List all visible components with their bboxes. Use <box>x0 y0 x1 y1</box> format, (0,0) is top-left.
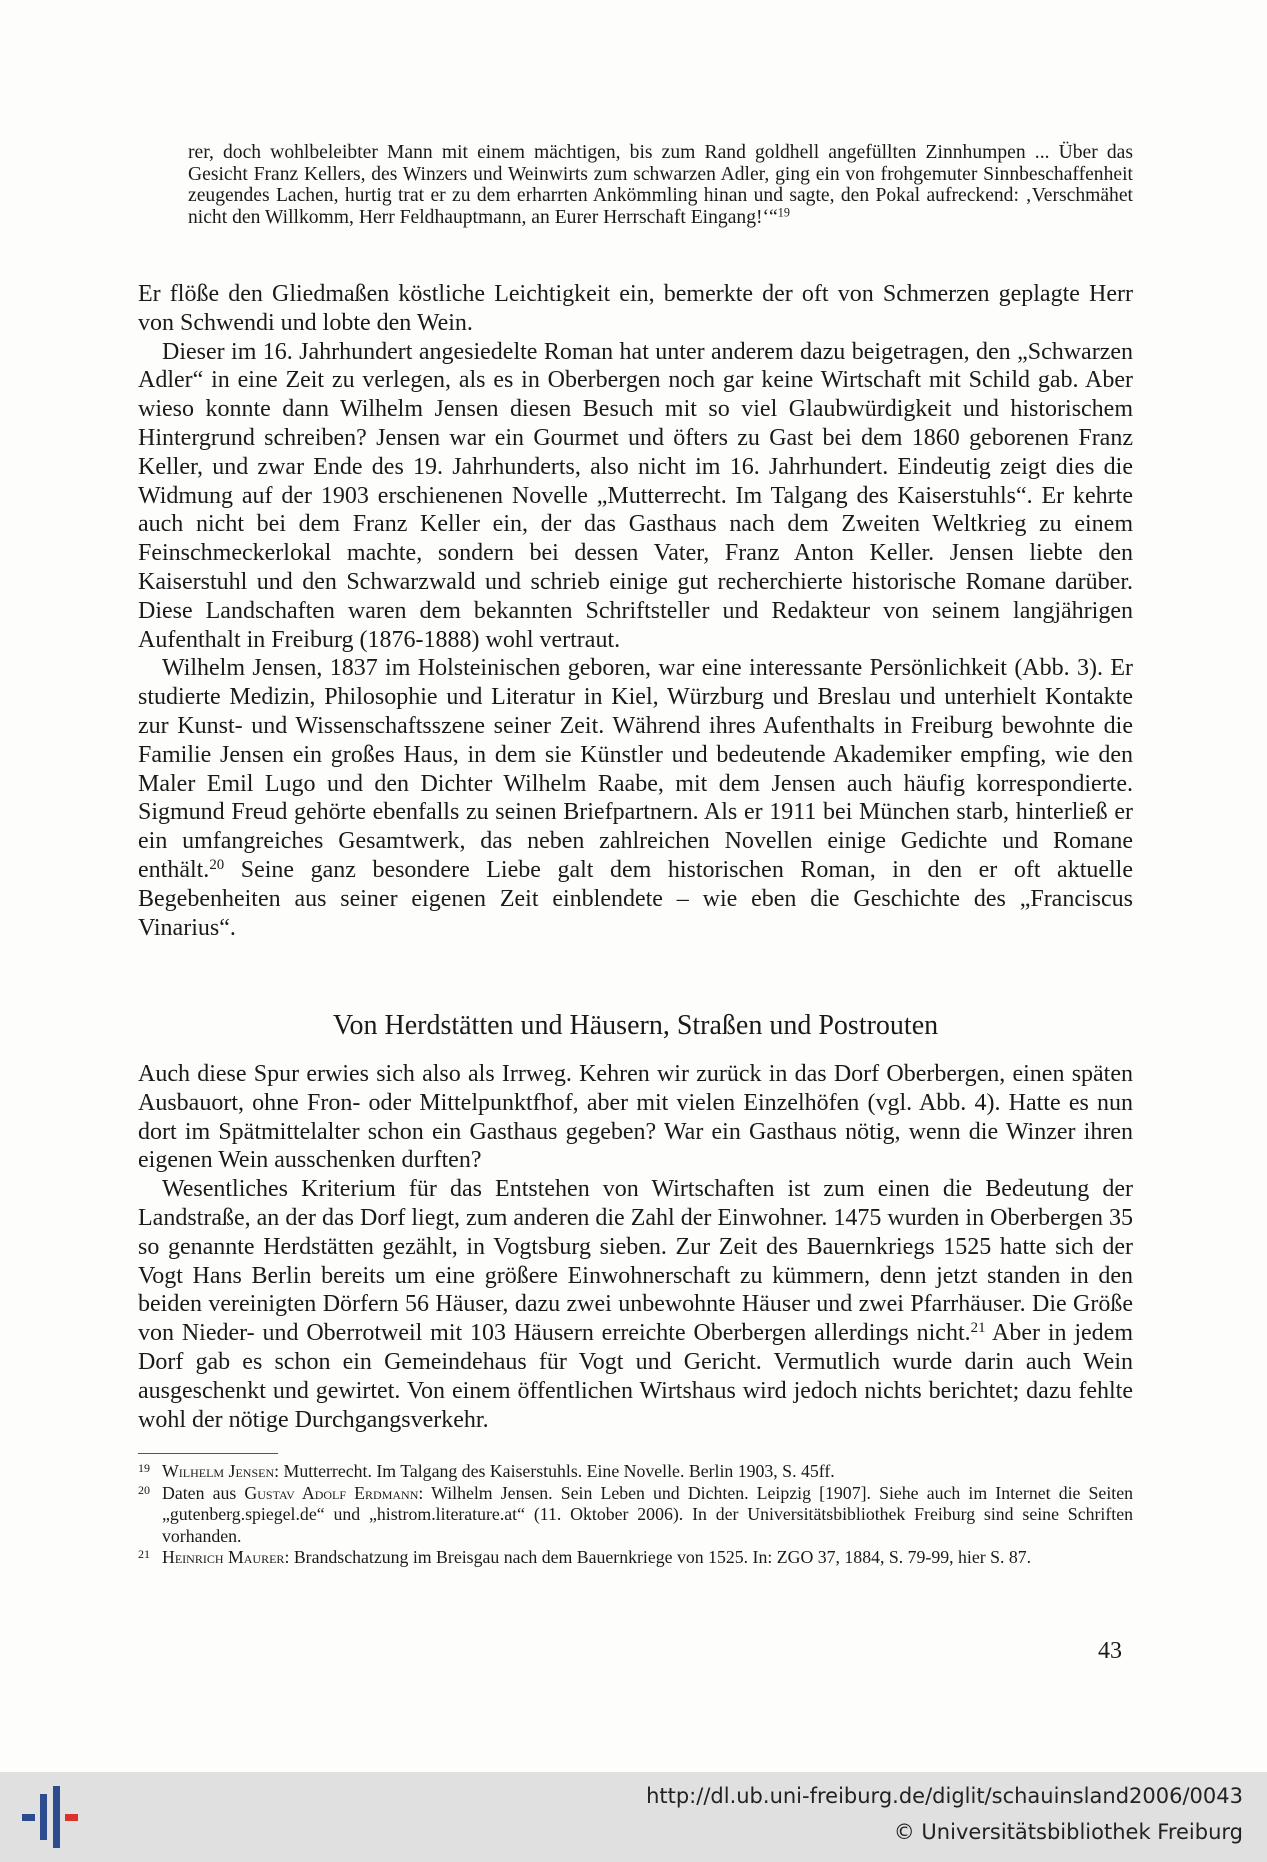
body-section-2 <box>138 1060 1133 1434</box>
footnote-ref-19[interactable]: 19 <box>777 205 790 220</box>
footnote-prefix: Daten aus <box>162 1482 245 1503</box>
paragraph-text: Wilhelm Jensen, 1837 im Holsteinischen geboren, war eine interessante Persönlichkeit (Abb. 3). Er studierte Medizin, Philosophie und Literatur in Kiel, Würzburg und Breslau und unterhielt Kontakte zur Kunst- und Wissenschaftsszene seiner Zeit. Während ihres Aufenthalts in Freiburg bewohnte die Familie Jensen ein großes Haus, in dem sie Künstler und bedeutende Akademiker empfing, wie den Maler Emil Lugo und den Dichter Wilhelm Raabe, mit dem Jensen auch häufig korrespondierte. Sigmund Freud gehörte ebenfalls zu seinen Briefpartnern. Als er 1911 bei München starb, hinterließ er ein umfangreiches Gesamtwerk, das neben zahlreichen Novellen einige Gedichte und Romane enthält. <box>138 655 1133 883</box>
block-quote <box>188 142 1133 228</box>
footnote-author: Wilhelm Jensen <box>162 1461 275 1481</box>
footnote-text: : Brandschatzung im Breisgau nach dem Bauernkriege von 1525. In: ZGO 37, 1884, S. 79-99, hier S. 87. <box>284 1547 1032 1567</box>
logo-bar-left <box>40 1794 47 1840</box>
footnote-text: : Wilhelm Jensen. Sein Leben und Dichten. Leipzig [1907]. Siehe auch im Internet die Seiten „gutenberg.spiegel.de“ und „histrom.literature.at“ (11. Oktober 2006). In der Universitätsbibliothek Freiburg sind seine Schriften vorhanden. <box>162 1482 1133 1546</box>
paragraph: Er flöße den Gliedmaßen köstliche Leichtigkeit ein, bemerkte der oft von Schmerzen geplagte Herr von Schwendi und lobte den Wein. <box>138 281 1133 336</box>
logo-dash-left <box>22 1814 35 1821</box>
paragraph <box>138 654 1133 942</box>
paragraph <box>138 1175 1133 1434</box>
footnote-ref-21[interactable]: 21 <box>970 1320 986 1336</box>
logo-bar-right <box>53 1786 60 1848</box>
paragraph-text: Seine ganz besondere Liebe galt dem historischen Roman, in den er oft aktuelle Begebenheiten aus seiner eigenen Zeit einblendete – wie eben die Geschichte des „Franciscus Vinarius“. <box>138 856 1133 941</box>
footnote-19 <box>138 1461 1133 1483</box>
footnote-21 <box>138 1547 1133 1569</box>
page-number: 43 <box>1098 1638 1122 1664</box>
footnote-number: 20 <box>138 1482 150 1497</box>
footnote-divider <box>138 1453 278 1454</box>
copyright-notice: © Universitätsbibliothek Freiburg <box>893 1820 1243 1844</box>
ub-freiburg-logo-icon[interactable] <box>18 1786 82 1848</box>
body-section-1 <box>138 280 1133 942</box>
footnotes <box>138 1461 1133 1569</box>
logo-dash-right <box>65 1814 78 1821</box>
section-heading: Von Herdstätten und Häusern, Straßen und Postrouten <box>332 1010 939 1041</box>
paragraph-text: Aber in jedem Dorf gab es schon ein Gemeindehaus für Vogt und Gericht. Vermutlich wurde darin auch Wein ausgeschenkt und gewirtet. Von einem öffentlichen Wirtshaus wird jedoch nichts berichtet; dazu fehlte wohl der nötige Durchgangsverkehr. <box>138 1320 1134 1433</box>
paragraph: Auch diese Spur erwies sich also als Irrweg. Kehren wir zurück in das Dorf Oberbergen, einen späten Ausbauort, ohne Fron- oder Mittelpunktfhof, aber mit vielen Einzelhöfen (vgl. Abb. 4). Hatte es nun dort im Spätmittelalter schon ein Gasthaus gegeben? War ein Gasthaus nötig, wenn die Winzer ihren eigenen Wein ausschenken durften? <box>138 1061 1133 1174</box>
footnote-author: Gustav Adolf Erdmann <box>244 1482 419 1503</box>
footnote-author: Heinrich Maurer <box>162 1547 285 1567</box>
footnote-20 <box>138 1483 1133 1548</box>
footnote-number: 19 <box>138 1461 150 1475</box>
paragraph-text: Wesentliches Kriterium für das Entstehen von Wirtschaften ist zum einen die Bedeutung der Landstraße, an der das Dorf liegt, zum anderen die Zahl der Einwohner. 1475 wurden in Oberbergen 35 so genannte Herdstätten gezählt, in Vogtsburg sieben. Zur Zeit des Bauernkriegs 1525 hatte sich der Vogt Hans Berlin bereits um eine größere Einwohnerschaft zu kümmern, denn jetzt standen in den beiden vereinigten Dörfern 56 Häuser, dazu zwei unbewohnte Häuser und zwei Pfarrhäuser. Die Größe von Nieder- und Oberrotweil mit 103 Häusern erreichte Oberbergen allerdings nicht. <box>138 1176 1133 1347</box>
paragraph: Dieser im 16. Jahrhundert angesiedelte Roman hat unter anderem dazu beigetragen, den „Schwarzen Adler“ in eine Zeit zu verlegen, als es in Oberbergen noch gar keine Wirtschaft mit Schild gab. Aber wieso konnte dann Wilhelm Jensen diesen Besuch mit so viel Glaubwürdigkeit und historischem Hintergrund schreiben? Jensen war ein Gourmet und öfters zu Gast bei dem 1860 geborenen Franz Keller, und zwar Ende des 19. Jahrhunderts, also nicht im 16. Jahrhundert. Eindeutig zeigt dies die Widmung auf der 1903 erschienenen Novelle „Mutterrecht. Im Talgang des Kaiserstuhls“. Er kehrte auch nicht bei dem Franz Keller ein, der das Gasthaus nach dem Zweiten Weltkrieg zu einem Feinschmeckerlokal machte, sondern bei dessen Vater, Franz Anton Keller. Jensen liebte den Kaiserstuhl und den Schwarzwald und schrieb einige gut recherchierte historische Romane darüber. Diese Landschaften waren dem bekannten Schriftsteller und Redakteur von seinem langjährigen Aufenthalt in Freiburg (1876-1888) wohl vertraut. <box>138 338 1133 653</box>
viewer-footer <box>0 1772 1267 1862</box>
footnote-ref-20[interactable]: 20 <box>209 856 225 873</box>
quote-text: rer, doch wohlbeleibter Mann mit einem mächtigen, bis zum Rand goldhell angefüllten Zinnhumpen ... Über das Gesicht Franz Kellers, des Winzers und Weinwirts zum schwarzen Adler, ging ein von frohgemuter Sinnbeschaffenheit zeugendes Lachen, hurtig trat er zu dem erharrten Ankömmling hinan und sagte, den Pokal aufreckend: ‚Verschmähet nicht den Willkomm, Herr Feldhauptmann, an Eurer Herrschaft Eingang!‘“ <box>188 142 1133 228</box>
footnote-text: : Mutterrecht. Im Talgang des Kaiserstuhls. Eine Novelle. Berlin 1903, S. 45ff. <box>274 1461 835 1481</box>
footnote-number: 21 <box>138 1547 150 1561</box>
permalink-url[interactable]: http://dl.ub.uni-freiburg.de/diglit/schauinsland2006/0043 <box>646 1784 1243 1808</box>
